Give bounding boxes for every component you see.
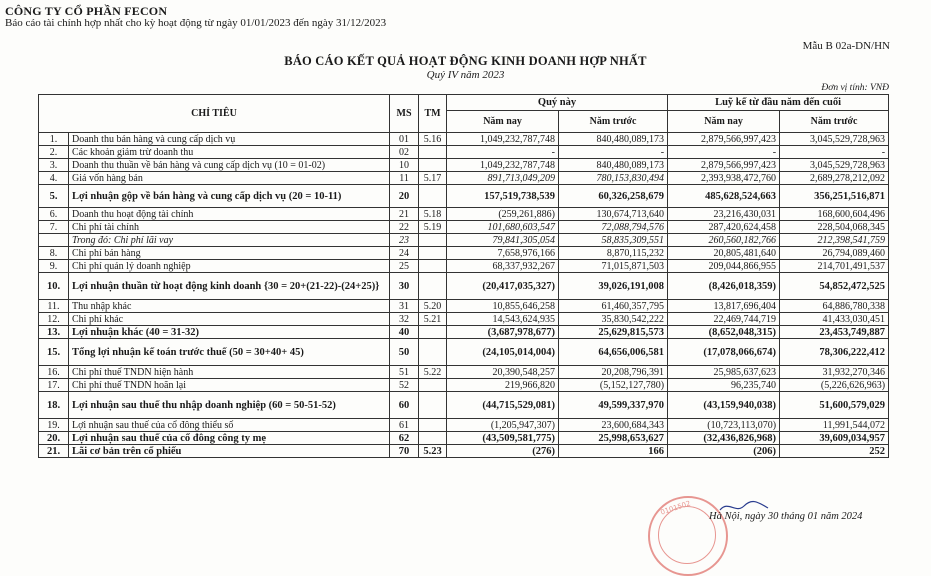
quarter-prev-year-value: - <box>559 146 668 159</box>
signing-date-place: Hà Nội, ngày 30 tháng 01 năm 2024 <box>709 511 863 522</box>
row-note: 5.20 <box>419 300 447 313</box>
header-ms: MS <box>390 95 419 133</box>
row-number: 13. <box>39 326 69 339</box>
ytd-prev-year-value: (5,226,626,963) <box>780 379 889 392</box>
ytd-this-year-value: (8,426,018,359) <box>668 273 780 300</box>
row-number: 17. <box>39 379 69 392</box>
header-ytd-prev-year: Năm trước <box>780 111 889 133</box>
row-number: 11. <box>39 300 69 313</box>
quarter-prev-year-value: 130,674,713,640 <box>559 208 668 221</box>
row-code: 31 <box>390 300 419 313</box>
stamp-text: 0101502 <box>659 499 692 517</box>
quarter-prev-year-value: 64,656,006,581 <box>559 339 668 366</box>
table-row <box>39 146 889 159</box>
ytd-prev-year-value: 39,609,034,957 <box>780 432 889 445</box>
quarter-prev-year-value: 49,599,337,970 <box>559 392 668 419</box>
table-row <box>39 326 889 339</box>
row-note: 5.16 <box>419 133 447 146</box>
row-label: Chi phí thuế TNDN hoãn lại <box>69 379 390 392</box>
row-code: 25 <box>390 260 419 273</box>
ytd-this-year-value: (43,159,940,038) <box>668 392 780 419</box>
row-label: Doanh thu thuần về bán hàng và cung cấp dịch vụ (10 = 01-02) <box>69 159 390 172</box>
ytd-prev-year-value: 212,398,541,759 <box>780 234 889 247</box>
ytd-this-year-value: 2,879,566,997,423 <box>668 159 780 172</box>
row-note <box>419 260 447 273</box>
row-note <box>419 159 447 172</box>
header-ytd-this-year: Năm nay <box>668 111 780 133</box>
report-subtitle: Quý IV năm 2023 <box>426 69 505 81</box>
quarter-prev-year-value: 23,600,684,343 <box>559 419 668 432</box>
table-row <box>39 234 889 247</box>
quarter-prev-year-value: 840,480,089,173 <box>559 159 668 172</box>
row-note <box>419 392 447 419</box>
row-note <box>419 185 447 208</box>
quarter-prev-year-value: 25,629,815,573 <box>559 326 668 339</box>
ytd-prev-year-value: 2,689,278,212,092 <box>780 172 889 185</box>
quarter-prev-year-value: 35,830,542,222 <box>559 313 668 326</box>
table-header <box>39 95 889 133</box>
row-note <box>419 234 447 247</box>
row-note: 5.21 <box>419 313 447 326</box>
quarter-this-year-value: (3,687,978,677) <box>447 326 559 339</box>
ytd-prev-year-value: 41,433,030,451 <box>780 313 889 326</box>
quarter-this-year-value: 7,658,976,166 <box>447 247 559 260</box>
currency-unit: Đơn vị tính: VNĐ <box>821 83 889 93</box>
row-number: 7. <box>39 221 69 234</box>
quarter-this-year-value: 79,841,305,054 <box>447 234 559 247</box>
row-code: 20 <box>390 185 419 208</box>
row-code: 21 <box>390 208 419 221</box>
quarter-this-year-value: 68,337,932,267 <box>447 260 559 273</box>
row-note <box>419 339 447 366</box>
ytd-prev-year-value: 51,600,579,029 <box>780 392 889 419</box>
ytd-this-year-value: (206) <box>668 445 780 458</box>
row-code: 51 <box>390 366 419 379</box>
ytd-prev-year-value: 54,852,472,525 <box>780 273 889 300</box>
table-row <box>39 313 889 326</box>
row-number: 5. <box>39 185 69 208</box>
row-code: 60 <box>390 392 419 419</box>
quarter-this-year-value: - <box>447 146 559 159</box>
table-row <box>39 339 889 366</box>
table-row <box>39 445 889 458</box>
row-code: 02 <box>390 146 419 159</box>
quarter-this-year-value: (44,715,529,081) <box>447 392 559 419</box>
ytd-prev-year-value: 78,306,222,412 <box>780 339 889 366</box>
ytd-prev-year-value: 26,794,089,460 <box>780 247 889 260</box>
quarter-this-year-value: (259,261,886) <box>447 208 559 221</box>
row-number: 6. <box>39 208 69 221</box>
quarter-this-year-value: 219,966,820 <box>447 379 559 392</box>
row-number: 4. <box>39 172 69 185</box>
ytd-this-year-value: (10,723,113,070) <box>668 419 780 432</box>
ytd-prev-year-value: 3,045,529,728,963 <box>780 133 889 146</box>
ytd-this-year-value: 2,393,938,472,760 <box>668 172 780 185</box>
ytd-this-year-value: 25,985,637,623 <box>668 366 780 379</box>
table-row <box>39 221 889 234</box>
row-number: 8. <box>39 247 69 260</box>
row-label: Doanh thu bán hàng và cung cấp dịch vụ <box>69 133 390 146</box>
ytd-this-year-value: 23,216,430,031 <box>668 208 780 221</box>
ytd-this-year-value: 20,805,481,640 <box>668 247 780 260</box>
company-name: CÔNG TY CỔ PHẦN FECON <box>5 4 168 18</box>
row-note: 5.18 <box>419 208 447 221</box>
ytd-prev-year-value: 356,251,516,871 <box>780 185 889 208</box>
ytd-this-year-value: 287,420,624,458 <box>668 221 780 234</box>
ytd-this-year-value: 209,044,866,955 <box>668 260 780 273</box>
row-code: 61 <box>390 419 419 432</box>
table-row <box>39 273 889 300</box>
row-code: 11 <box>390 172 419 185</box>
row-label: Thu nhập khác <box>69 300 390 313</box>
quarter-prev-year-value: (5,152,127,780) <box>559 379 668 392</box>
table-row <box>39 379 889 392</box>
row-label: Lợi nhuận sau thuế thu nhập doanh nghiệp (60 = 50-51-52) <box>69 392 390 419</box>
row-number: 3. <box>39 159 69 172</box>
ytd-this-year-value: 96,235,740 <box>668 379 780 392</box>
row-label: Tổng lợi nhuận kế toán trước thuế (50 = 30+40+ 45) <box>69 339 390 366</box>
row-label: Lợi nhuận sau thuế của cổ đông thiểu số <box>69 419 390 432</box>
row-code: 52 <box>390 379 419 392</box>
row-code: 40 <box>390 326 419 339</box>
quarter-this-year-value: (24,105,014,004) <box>447 339 559 366</box>
row-label: Trong đó: Chi phí lãi vay <box>69 234 390 247</box>
quarter-prev-year-value: 72,088,794,576 <box>559 221 668 234</box>
company-stamp <box>648 496 728 576</box>
row-number: 9. <box>39 260 69 273</box>
row-note: 5.19 <box>419 221 447 234</box>
table-row <box>39 419 889 432</box>
table-row <box>39 247 889 260</box>
table-row <box>39 300 889 313</box>
quarter-prev-year-value: 780,153,830,494 <box>559 172 668 185</box>
row-code: 10 <box>390 159 419 172</box>
table-row <box>39 366 889 379</box>
row-label: Chi phí bán hàng <box>69 247 390 260</box>
ytd-this-year-value: (17,078,066,674) <box>668 339 780 366</box>
row-note <box>419 419 447 432</box>
quarter-this-year-value: (20,417,035,327) <box>447 273 559 300</box>
income-statement-table <box>38 94 889 458</box>
ytd-prev-year-value: 23,453,749,887 <box>780 326 889 339</box>
table-row <box>39 133 889 146</box>
ytd-prev-year-value: 214,701,491,537 <box>780 260 889 273</box>
row-number: 12. <box>39 313 69 326</box>
quarter-this-year-value: 14,543,624,935 <box>447 313 559 326</box>
table-body <box>39 133 889 458</box>
table-row <box>39 185 889 208</box>
ytd-prev-year-value: - <box>780 146 889 159</box>
row-note <box>419 247 447 260</box>
row-label: Giá vốn hàng bán <box>69 172 390 185</box>
row-code: 22 <box>390 221 419 234</box>
row-label: Lãi cơ bản trên cổ phiếu <box>69 445 390 458</box>
ytd-prev-year-value: 3,045,529,728,963 <box>780 159 889 172</box>
quarter-this-year-value: (1,205,947,307) <box>447 419 559 432</box>
row-code: 70 <box>390 445 419 458</box>
row-label: Chi phí thuế TNDN hiện hành <box>69 366 390 379</box>
ytd-this-year-value: 2,879,566,997,423 <box>668 133 780 146</box>
ytd-this-year-value: - <box>668 146 780 159</box>
row-number: 15. <box>39 339 69 366</box>
row-note <box>419 273 447 300</box>
row-number: 19. <box>39 419 69 432</box>
table-row <box>39 392 889 419</box>
quarter-prev-year-value: 71,015,871,503 <box>559 260 668 273</box>
quarter-this-year-value: 101,680,603,547 <box>447 221 559 234</box>
quarter-prev-year-value: 58,835,309,551 <box>559 234 668 247</box>
quarter-prev-year-value: 61,460,357,795 <box>559 300 668 313</box>
ytd-this-year-value: (32,436,826,968) <box>668 432 780 445</box>
row-note <box>419 379 447 392</box>
quarter-prev-year-value: 25,998,653,627 <box>559 432 668 445</box>
row-number <box>39 234 69 247</box>
row-note: 5.17 <box>419 172 447 185</box>
row-code: 24 <box>390 247 419 260</box>
report-title: BÁO CÁO KẾT QUẢ HOẠT ĐỘNG KINH DOANH HỢP NHẤT <box>284 54 647 68</box>
ytd-prev-year-value: 168,600,604,496 <box>780 208 889 221</box>
quarter-this-year-value: 157,519,738,539 <box>447 185 559 208</box>
table-row <box>39 432 889 445</box>
ytd-this-year-value: (8,652,048,315) <box>668 326 780 339</box>
row-code: 62 <box>390 432 419 445</box>
row-number: 2. <box>39 146 69 159</box>
table-row <box>39 159 889 172</box>
row-number: 18. <box>39 392 69 419</box>
row-number: 1. <box>39 133 69 146</box>
row-note <box>419 432 447 445</box>
row-label: Các khoản giảm trừ doanh thu <box>69 146 390 159</box>
row-number: 21. <box>39 445 69 458</box>
row-code: 50 <box>390 339 419 366</box>
header-ytd-group: Luỹ kế từ đầu năm đến cuối <box>668 95 889 111</box>
quarter-this-year-value: 1,049,232,787,748 <box>447 159 559 172</box>
row-note: 5.22 <box>419 366 447 379</box>
report-period: Báo cáo tài chính hợp nhất cho kỳ hoạt động từ ngày 01/01/2023 đến ngày 31/12/2023 <box>5 17 387 29</box>
row-number: 10. <box>39 273 69 300</box>
row-code: 23 <box>390 234 419 247</box>
row-label: Lợi nhuận thuần từ hoạt động kinh doanh {30 = 20+(21-22)-(24+25)} <box>69 273 390 300</box>
quarter-prev-year-value: 39,026,191,008 <box>559 273 668 300</box>
form-code: Mẫu B 02a-DN/HN <box>802 40 890 52</box>
table-row <box>39 260 889 273</box>
quarter-prev-year-value: 166 <box>559 445 668 458</box>
row-label: Lợi nhuận gộp về bán hàng và cung cấp dịch vụ (20 = 10-11) <box>69 185 390 208</box>
table-row <box>39 208 889 221</box>
table-row <box>39 172 889 185</box>
quarter-this-year-value: 1,049,232,787,748 <box>447 133 559 146</box>
ytd-this-year-value: 13,817,696,404 <box>668 300 780 313</box>
quarter-prev-year-value: 8,870,115,232 <box>559 247 668 260</box>
ytd-prev-year-value: 11,991,544,072 <box>780 419 889 432</box>
ytd-prev-year-value: 252 <box>780 445 889 458</box>
ytd-this-year-value: 22,469,744,719 <box>668 313 780 326</box>
ytd-this-year-value: 260,560,182,766 <box>668 234 780 247</box>
ytd-prev-year-value: 228,504,068,345 <box>780 221 889 234</box>
quarter-this-year-value: 20,390,548,257 <box>447 366 559 379</box>
header-q-prev-year: Năm trước <box>559 111 668 133</box>
ytd-this-year-value: 485,628,524,663 <box>668 185 780 208</box>
row-label: Chi phí khác <box>69 313 390 326</box>
row-note <box>419 326 447 339</box>
row-code: 32 <box>390 313 419 326</box>
header-q-this-year: Năm nay <box>447 111 559 133</box>
row-number: 16. <box>39 366 69 379</box>
quarter-this-year-value: 891,713,049,209 <box>447 172 559 185</box>
row-label: Chi phí tài chính <box>69 221 390 234</box>
row-note: 5.23 <box>419 445 447 458</box>
row-label: Lợi nhuận khác (40 = 31-32) <box>69 326 390 339</box>
header-quarter-group: Quý này <box>447 95 668 111</box>
ytd-prev-year-value: 64,886,780,338 <box>780 300 889 313</box>
row-label: Chi phí quản lý doanh nghiệp <box>69 260 390 273</box>
row-number: 20. <box>39 432 69 445</box>
row-code: 01 <box>390 133 419 146</box>
quarter-prev-year-value: 840,480,089,173 <box>559 133 668 146</box>
row-label: Doanh thu hoạt động tài chính <box>69 208 390 221</box>
quarter-prev-year-value: 20,208,796,391 <box>559 366 668 379</box>
quarter-this-year-value: (276) <box>447 445 559 458</box>
quarter-this-year-value: (43,509,581,775) <box>447 432 559 445</box>
row-label: Lợi nhuận sau thuế của cổ đông công ty mẹ <box>69 432 390 445</box>
quarter-prev-year-value: 60,326,258,679 <box>559 185 668 208</box>
header-tm: TM <box>419 95 447 133</box>
row-note <box>419 146 447 159</box>
row-code: 30 <box>390 273 419 300</box>
ytd-prev-year-value: 31,932,270,346 <box>780 366 889 379</box>
header-item: CHỈ TIÊU <box>39 95 390 133</box>
quarter-this-year-value: 10,855,646,258 <box>447 300 559 313</box>
